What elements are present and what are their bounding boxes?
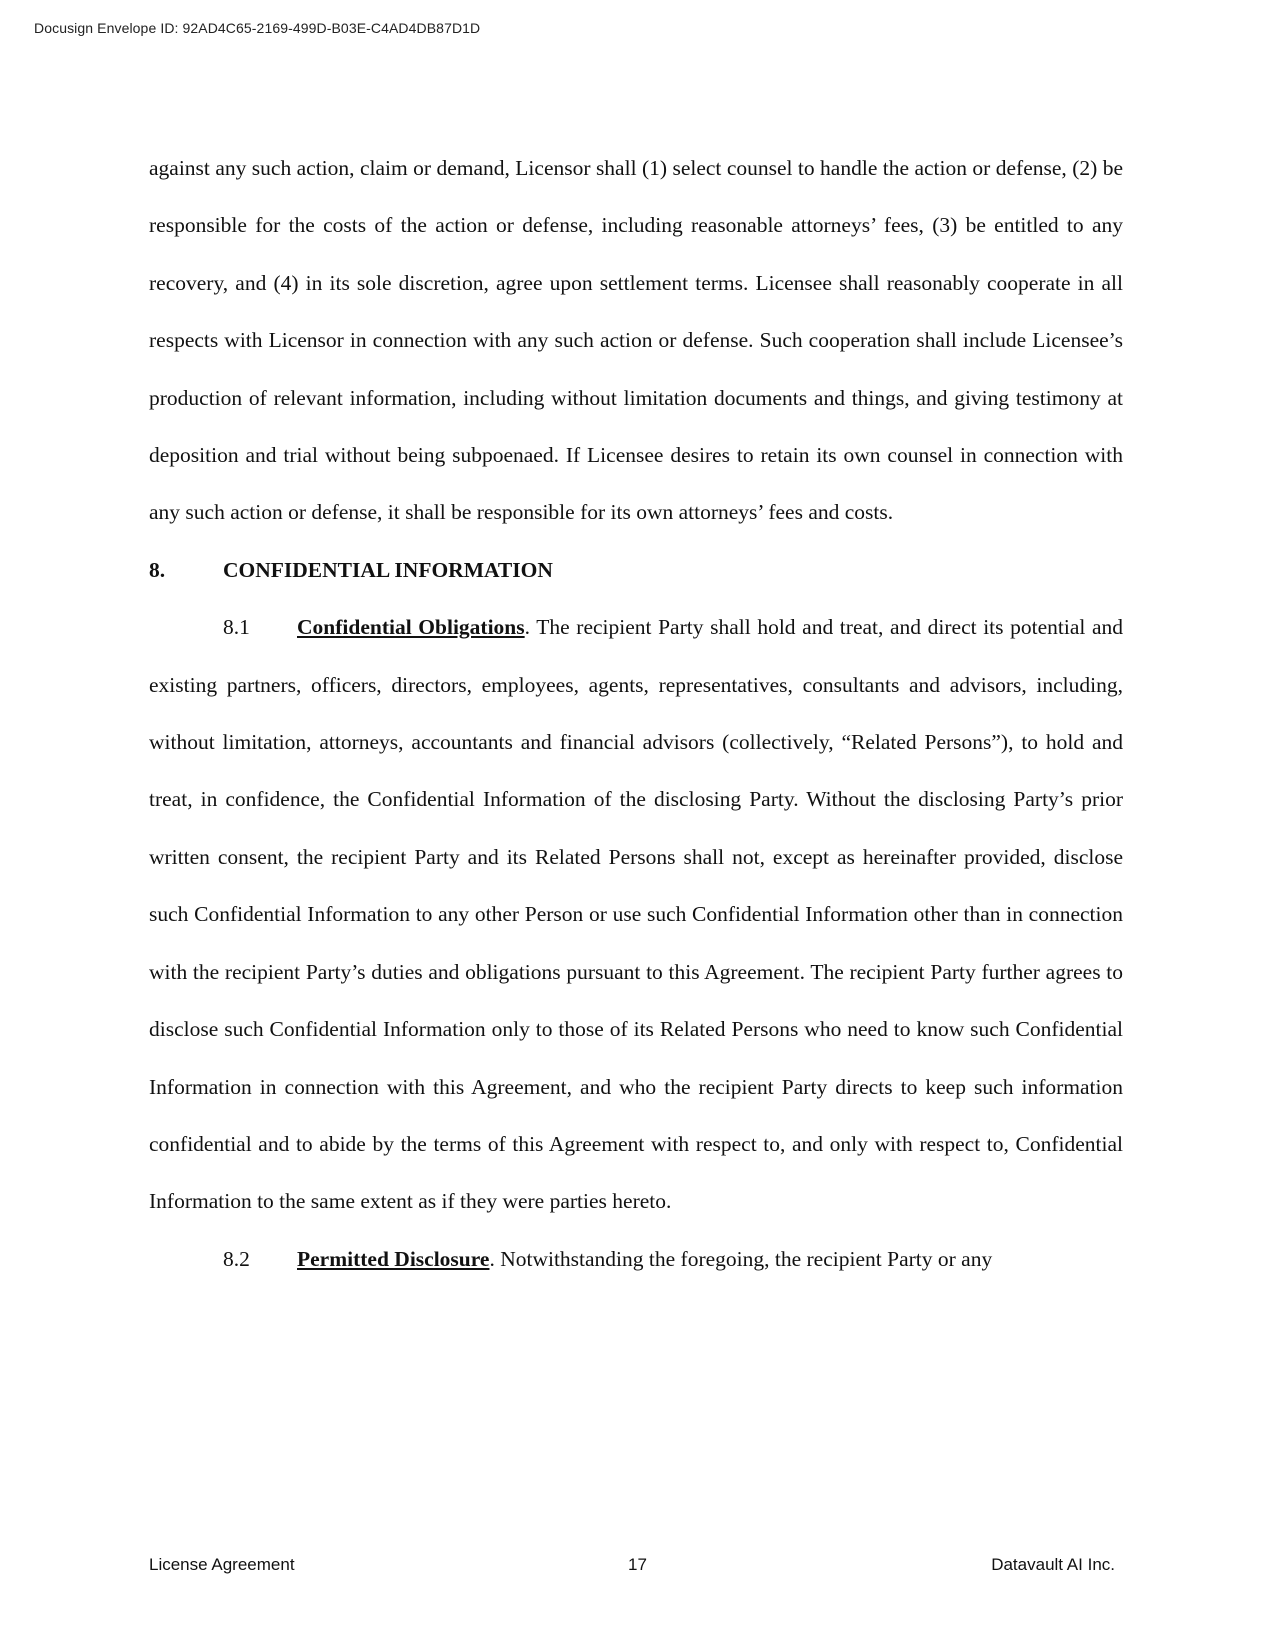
subsection-title: Confidential Obligations <box>297 615 525 640</box>
subsection-number: 8.2 <box>223 1246 250 1271</box>
paragraph-indemnification-continued: against any such action, claim or demand, Licensor shall (1) select counsel to handle the action or defense, (2) be responsible for the costs of the action or defense, including reasonable attorneys’ fees, (3) be entitled to any recovery, and (4) in its sole discretion, agree upon settlement terms. Licensee shall reasonably cooperate in all respects with Licensor in connection with any such action or defense. Such cooperation shall include Licensee’s production of relevant information, including without limitation documents and things, and giving testimony at deposition and trial without being subpoenaed. If Licensee desires to retain its own counsel in connection with any such action or defense, it shall be responsible for its own attorneys’ fees and costs. <box>149 156 1123 525</box>
subsection-number: 8.1 <box>223 615 250 640</box>
section-heading-8 <box>149 542 1123 599</box>
section-title: CONFIDENTIAL INFORMATION <box>223 557 553 582</box>
footer-page-number: 17 <box>628 1555 647 1574</box>
subsection-8-2 <box>149 1231 1123 1288</box>
footer-company-name: Datavault AI Inc. <box>991 1555 1115 1574</box>
subsection-title: Permitted Disclosure <box>297 1246 490 1271</box>
envelope-id: Docusign Envelope ID: 92AD4C65-2169-499D-B03E-C4AD4DB87D1D <box>34 20 481 36</box>
subsection-8-1 <box>149 599 1123 1230</box>
section-number: 8. <box>149 557 166 582</box>
subsection-text: . Notwithstanding the foregoing, the recipient Party or any <box>489 1246 993 1271</box>
document-body <box>149 140 1123 1288</box>
footer-document-title: License Agreement <box>149 1555 295 1574</box>
subsection-text: . The recipient Party shall hold and treat, and direct its potential and existing partners, officers, directors, employees, agents, representatives, consultants and advisors, including, without limitation, attorneys, accountants and financial advisors (collectively, “Related Persons”), to hold and treat, in confidence, the Confidential Information of the disclosing Party. Without the disclosing Party’s prior written consent, the recipient Party and its Related Persons shall not, except as hereinafter provided, disclose such Confidential Information to any other Person or use such Confidential Information other than in connection with the recipient Party’s duties and obligations pursuant to this Agreement. The recipient Party further agrees to disclose such Confidential Information only to those of its Related Persons who need to know such Confidential Information in connection with this Agreement, and who the recipient Party directs to keep such information confidential and to abide by the terms of this Agreement with respect to, and only with respect to, Confidential Information to the same extent as if they were parties hereto. <box>149 615 1124 1214</box>
